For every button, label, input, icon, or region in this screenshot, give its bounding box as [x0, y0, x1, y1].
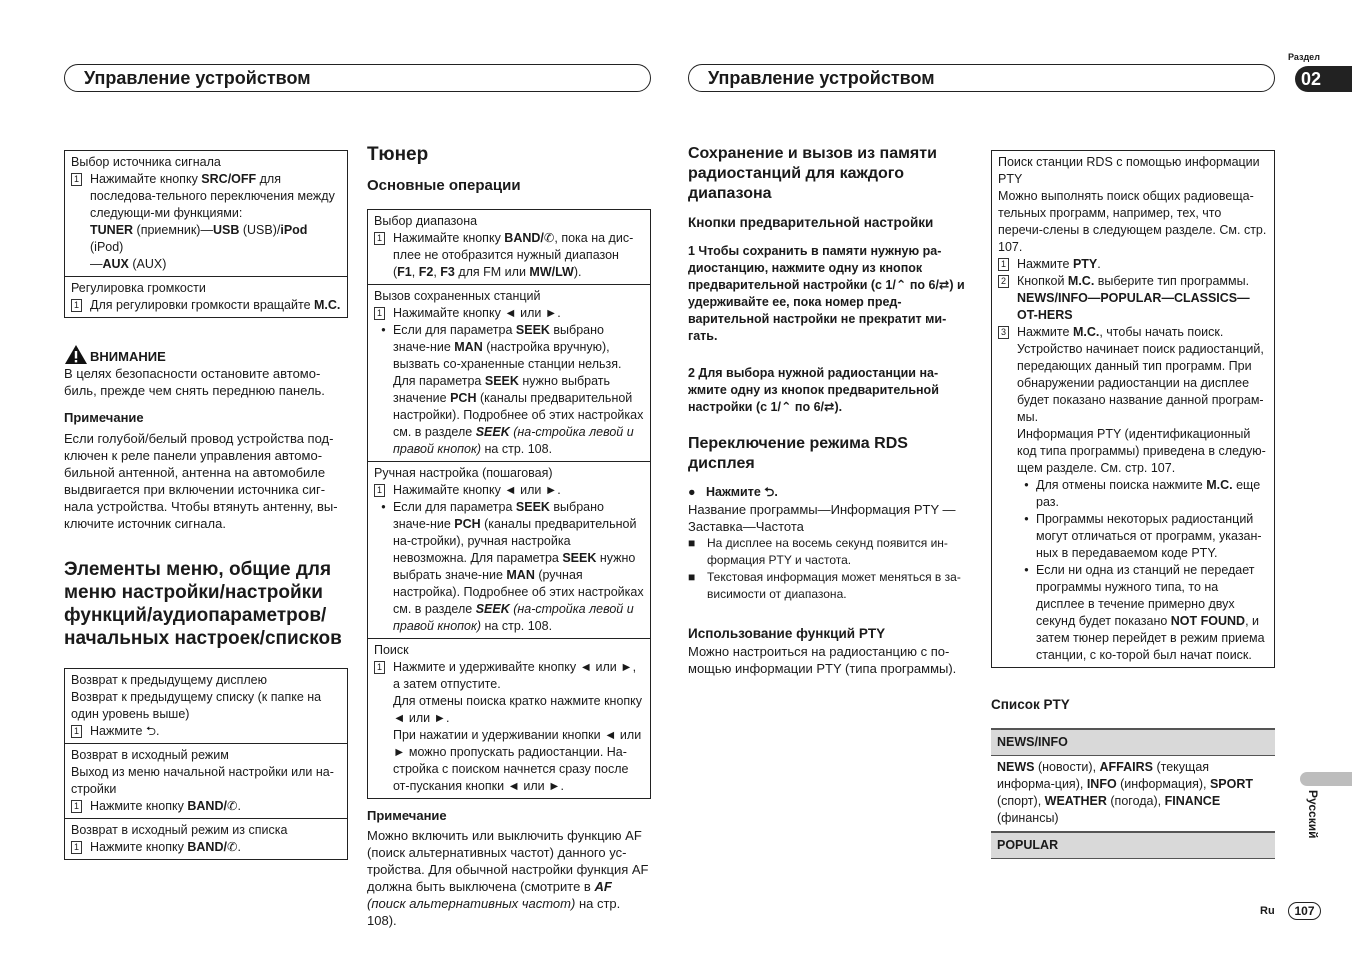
repeat-icon: ⇄: [938, 278, 950, 292]
pty-popular-header: POPULAR: [991, 831, 1275, 859]
back-arrow-icon: ⮌: [145, 724, 156, 738]
step-1-marker: 1: [374, 484, 385, 497]
pty-news-info-items: NEWS (новости), AFFAIRS (текущая информа-ция), INFO (информация), SPORT (спорт), WEATHER (погода), FINANCE (финансы): [997, 760, 1254, 825]
af-note-text: Можно включить или выключить функцию AF (поиск альтернативных частот) данного ус-тройства. Для обычной настройки функция AF должна быть выключена (смотрите в AF (поиск альтернативных частот) на стр. 108).: [367, 828, 649, 928]
warning-icon: [64, 344, 88, 365]
step-1-marker: 1: [71, 841, 82, 854]
up-arrow-icon: ⌃: [780, 400, 792, 414]
step-1-marker: 1: [71, 725, 82, 738]
band-title: Выбор диапазона: [374, 214, 478, 228]
pty-list-title: Список PTY: [991, 697, 1070, 712]
pty-list: [991, 728, 1275, 859]
step-1-marker: 1: [71, 173, 82, 186]
back-title: Возврат к предыдущему дисплею: [71, 673, 267, 687]
square-bullet: ■: [688, 536, 696, 550]
column-3: [688, 144, 972, 677]
bullet: •: [1024, 512, 1029, 526]
recall-title: Вызов сохраненных станций: [374, 289, 541, 303]
orig-title: Возврат в исходный режим: [71, 748, 229, 762]
basic-ops-title: Основные операции: [367, 177, 521, 194]
source-volume-box: Выбор источника сигнала 1 Нажимайте кнопку SRC/OFF для последова-тельного переключения между следующи-ми функциями: TUNER (приемник)—USB (USB)/iPod (iPod) —AUX (AUX) Регулировка громкости 1 Для регулировки громкости вращайте M.C.: [64, 150, 348, 318]
step-2-marker: 2: [998, 275, 1009, 288]
search-title: Поиск: [374, 643, 409, 657]
step-1-marker: 1: [374, 661, 385, 674]
page-number: 107: [1288, 902, 1321, 920]
footer-lang: Ru: [1260, 905, 1275, 917]
pty-news-info-header: NEWS/INFO: [991, 728, 1275, 756]
af-note-title: Примечание: [367, 808, 447, 823]
step-3-marker: 3: [998, 326, 1009, 339]
tuner-title: Тюнер: [367, 144, 429, 165]
step-1-marker: 1: [998, 258, 1009, 271]
up-arrow-icon: ⌃: [895, 278, 907, 292]
pty-code-info: Информация PTY (идентификационный код типа программы) приведена в следую-щем разделе. См. стр. 107.: [1017, 427, 1266, 475]
step-1-marker: 1: [374, 232, 385, 245]
header-title-left: Управление устройством: [84, 68, 311, 88]
preset-step-1: 1 Чтобы сохранить в памяти нужную ра-диостанцию, нажмите одну из кнопок предварительной настройки (с 1/⌃ по 6/⇄) и удерживайте ее, пока номер пред-варительной настройки не прекратит ми-гать.: [688, 244, 965, 343]
menu-heading: Элементы меню, общие для меню настройки/настройки функций/аудиопараметров/ начальных настроек/списков: [64, 559, 342, 649]
list-title: Возврат в исходный режим из списка: [71, 823, 288, 837]
note-text: Если голубой/белый провод устройства под-ключен к реле панели управления автомо-бильной антенной, антенна на автомобиле выдвигается при включении источника сиг-нала устройства. Чтобы втянуть антенну, вы-ключите источник сигнала.: [64, 431, 338, 531]
header-title-right: Управление устройством: [708, 68, 935, 88]
column-4: [991, 150, 1275, 859]
language-tab: Русский: [1306, 790, 1320, 839]
preset-step-2: 2 Для выбора нужной радиостанции на-жмите одну из кнопок предварительной настройки (с 1/⌃ по 6/⇄).: [688, 366, 939, 414]
manual-title: Ручная настройка (пошаговая): [374, 466, 553, 480]
phone-icon: ✆: [543, 231, 555, 245]
pty-functions-text: Можно настроиться на радиостанцию с по-мощью информации PTY (типа программы).: [688, 644, 957, 676]
warning-title: ВНИМАНИЕ: [90, 349, 166, 364]
language-tab-marker: [1300, 772, 1352, 786]
rds-sequence: Название программы—Информация PTY —Заставка—Частота: [688, 502, 956, 534]
warning-text: В целях безопасности остановите автомо-биль, прежде чем снять переднюю панель.: [64, 366, 325, 398]
page-header-right: [688, 64, 1275, 92]
bullet: •: [1024, 563, 1029, 577]
tuner-ops-box: Выбор диапазона 1 Нажимайте кнопку BAND/✆, пока на дис-плее не отобразится нужный диапазон (F1, F2, F3 для FM или MW/LW). Вызов сохраненных станций 1 Нажимайте кнопку ◄ или ►. • Если для параметра SEEK выбрано значе-ние MAN (настройка вручную), вызвать со-храненные станции нельзя. Для параметра SEEK нужно выбрать значение PCH (каналы предварительной настройки). Подробнее об этих настройках см. в разделе SEEK (на-стройка левой и правой кнопок) на стр. 108. Ручная настройка (пошаговая) 1 Нажимайте кнопку ◄ или ►. • Если для параметра SEEK выбрано значе-ние PCH (каналы предварительной на-стройки), ручная настройка невозможна. Для параметра SEEK нужно выбрать значе-ние MAN (ручная настройка). Подробнее об этих настройках см. в разделе SEEK (на-стройка левой и правой кнопок) на стр. 108. Поиск 1 Нажмите и удерживайте кнопку ◄ или ►, а затем отпустите. Для отмены поиска кратко нажмите кнопку ◄ или ►. При нажатии и удерживании кнопки ◄ или ► можно пропускать радиостанции. На-стройка с поиском начнется сразу после от-пускания кнопки ◄ или ►.: [367, 209, 651, 799]
source-list: TUNER (приемник)—USB (USB)/iPod (iPod) —AUX (AUX): [90, 223, 308, 271]
back-desc: Возврат к предыдущему списку (к папке на один уровень выше): [71, 690, 322, 721]
rds-note-1: На дисплее на восемь секунд появится ин-формация PTY и частота.: [707, 536, 948, 567]
column-1: [64, 150, 348, 860]
square-bullet: ■: [688, 570, 696, 584]
rds-press: ● Нажмите ⮌.: [688, 485, 778, 499]
bullet: •: [381, 500, 386, 514]
menu-common-box: Возврат к предыдущему дисплею Возврат к предыдущему списку (к папке на один уровень выше) 1 Нажмите ⮌. Возврат в исходный режим Выход из меню начальной настройки или на-стройки 1 Нажмите кнопку BAND/✆. Возврат в исходный режим из списка 1 Нажмите кнопку BAND/✆.: [64, 668, 348, 860]
rds-heading: Переключение режима RDS дисплея: [688, 435, 908, 472]
pty-search-title: Поиск станции RDS с помощью информации PTY: [998, 155, 1260, 186]
preset-buttons-title: Кнопки предварительной настройки: [688, 215, 934, 230]
pty-search-progress: Устройство начинает поиск радиостанций, передающих данный тип программ. При обнаружении радиостанции на дисплее будет показано название данной програм-мы.: [1017, 342, 1264, 424]
pty-functions-heading: Использование функций PTY: [688, 626, 886, 641]
phone-icon: ✆: [226, 799, 238, 813]
section-label: Раздел: [1288, 52, 1320, 62]
pty-search-box: Поиск станции RDS с помощью информации PTY Можно выполнять поиск общих радиовеща-тельных программ, например, тех, что перечи-слены в следующем разделе. См. стр. 107. 1 Нажмите PTY. 2 Кнопкой M.C. выберите тип программы. NEWS/INFO—POPULAR—CLASSICS—OT-HERS 3 Нажмите M.C., чтобы начать поиск. Устройство начинает поиск радиостанций, передающих данный тип программ. При обнаружении радиостанции на дисплее будет показано название данной програм-мы. Информация PTY (идентификационный код типа программы) приведена в следую-щем разделе. См. стр. 107. • Для отмены поиска нажмите M.C. еще раз. • Программы некоторых радиостанций могут отличаться от программ, указан-ных в передаваемом коде PTY. • Если ни одна из станций не передает программы нужного типа, то на дисплее в течение примерно двух секунд будет показано NOT FOUND, и затем тюнер перейдет в режим приема станции, с ко-торой был начат поиск.: [991, 150, 1275, 668]
pty-search-desc: Можно выполнять поиск общих радиовеща-тельных программ, например, тех, что перечи-слены в следующем разделе. См. стр. 107.: [998, 189, 1267, 254]
bullet: •: [1024, 478, 1029, 492]
warning-title-row: [64, 344, 348, 365]
step-1-marker: 1: [71, 299, 82, 312]
search-skip-text: При нажатии и удерживании кнопки ◄ или ► можно пропускать радиостанции. На-стройка с поиском начнется сразу после от-пускания кнопки ◄ или ►.: [393, 728, 642, 793]
section-number: 02: [1295, 66, 1352, 92]
page-header-left: [64, 64, 651, 92]
back-arrow-icon: ⮌: [764, 485, 775, 499]
repeat-icon: ⇄: [824, 400, 835, 414]
source-title: Выбор источника сигнала: [71, 155, 221, 169]
step-1-marker: 1: [374, 307, 385, 320]
memory-heading: Сохранение и вызов из памяти радиостанций для каждого диапазона: [688, 145, 937, 202]
volume-title: Регулировка громкости: [71, 281, 206, 295]
step-1-marker: 1: [71, 800, 82, 813]
bullet: •: [381, 323, 386, 337]
orig-desc: Выход из меню начальной настройки или на-стройки: [71, 765, 334, 796]
note-title: Примечание: [64, 410, 144, 425]
phone-icon: ✆: [226, 840, 238, 854]
search-cancel-text: Для отмены поиска кратко нажмите кнопку ◄ или ►.: [393, 694, 643, 725]
rds-note-2: Текстовая информация может меняться в за-висимости от диапазона.: [707, 570, 961, 601]
column-2: [367, 143, 651, 929]
